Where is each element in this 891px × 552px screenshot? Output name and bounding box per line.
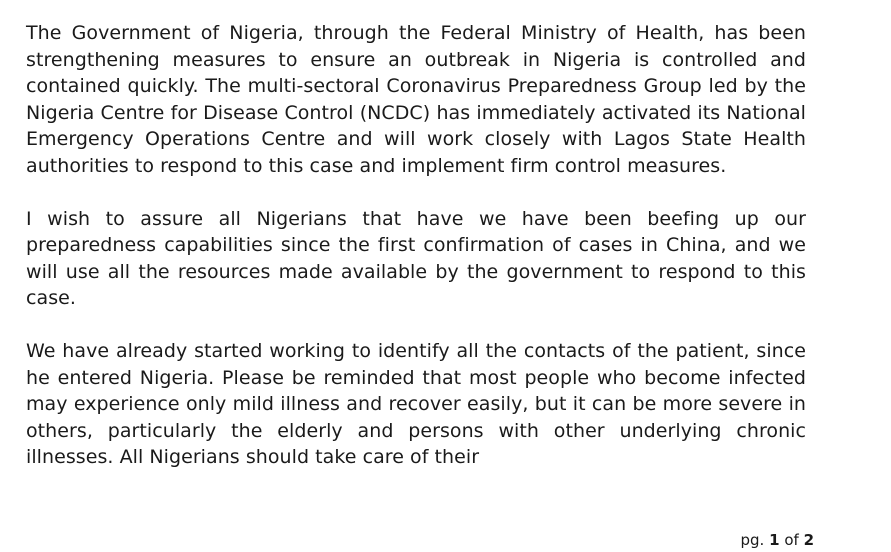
current-page-number: 1 (769, 531, 780, 549)
total-page-number: 2 (803, 531, 814, 549)
page-number-footer (741, 531, 815, 549)
page-separator: of (784, 531, 799, 549)
paragraph-contact-tracing: We have already started working to identify all the contacts of the patient, since he entered Nigeria. Please be reminded that most people who become infected may experience only mild illness and recover easily, but it can be more severe in others, particularly the elderly and persons with other underlying chronic illnesses. All Nigerians should take care of their (26, 340, 806, 468)
page-prefix: pg. (740, 531, 765, 549)
document-body (26, 20, 806, 471)
paragraph-preparedness-assurance: I wish to assure all Nigerians that have we have been beefing up our preparedness capabilities since the first confirmation of cases in China, and we will use all the resources made available by the government to respond to this case. (26, 207, 806, 309)
paragraph-government-measures: The Government of Nigeria, through the Federal Ministry of Health, has been strengthening measures to ensure an outbreak in Nigeria is controlled and contained quickly. The multi-sectoral Coronavirus Preparedness Group led by the Nigeria Centre for Disease Control (NCDC) has immediately activated its National Emergency Operations Centre and will work closely with Lagos State Health authorities to respond to this case and implement firm control measures. (26, 22, 806, 177)
